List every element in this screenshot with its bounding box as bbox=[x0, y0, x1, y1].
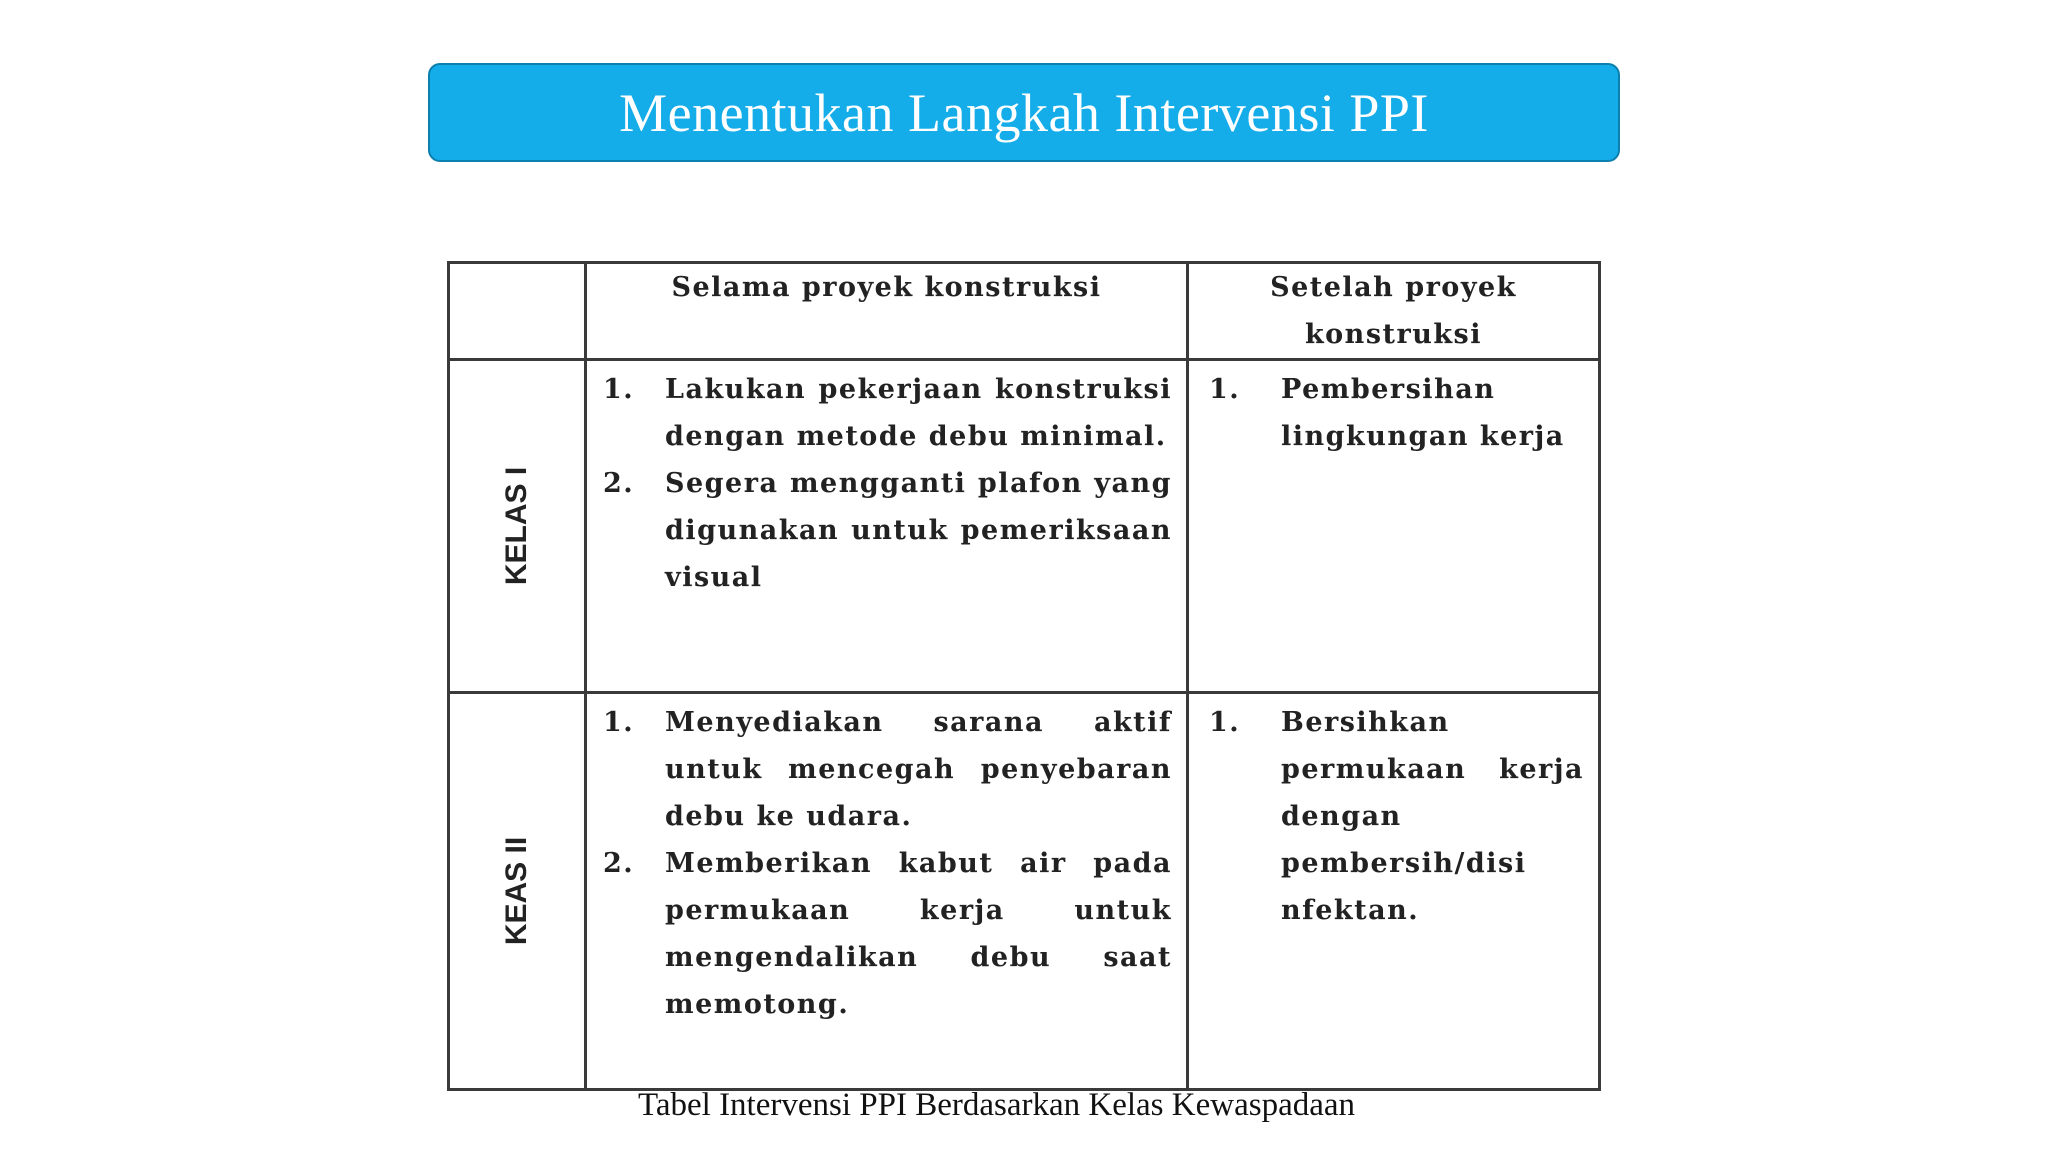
list-item bbox=[603, 366, 1172, 460]
header-after-line1: Setelah proyek bbox=[1270, 272, 1517, 303]
kelas-1-after-list bbox=[1189, 366, 1598, 460]
row-label-cell bbox=[449, 360, 586, 693]
header-during-label: Selama proyek konstruksi bbox=[671, 272, 1102, 303]
item-number: 1. bbox=[603, 707, 635, 738]
table-row-kelas-2 bbox=[449, 693, 1600, 1090]
table-row-kelas-1 bbox=[449, 360, 1600, 693]
list-item bbox=[1209, 366, 1584, 460]
intervention-table bbox=[447, 261, 1601, 1091]
kelas-2-after-cell bbox=[1188, 693, 1600, 1090]
intervention-table-image bbox=[447, 261, 1598, 1085]
item-text: Segera mengganti plafon yang digunakan untuk pemeriksaan visual bbox=[665, 468, 1172, 593]
list-item bbox=[603, 460, 1172, 601]
table-caption: Tabel Intervensi PPI Berdasarkan Kelas Kewaspadaan bbox=[638, 1087, 1356, 1123]
table-header-row bbox=[449, 263, 1600, 360]
item-number: 1. bbox=[1209, 707, 1241, 738]
list-item bbox=[603, 840, 1172, 1028]
header-during-construction bbox=[586, 263, 1188, 360]
row-label-cell bbox=[449, 693, 586, 1090]
row-label-kelas-2: KEAS II bbox=[500, 836, 533, 946]
kelas-2-during-list bbox=[587, 699, 1186, 1028]
item-number: 2. bbox=[603, 848, 635, 879]
item-text: Memberikan kabut air pada permukaan kerja untuk mengendalikan debu saat memotong. bbox=[665, 848, 1172, 1020]
item-number: 1. bbox=[603, 374, 635, 405]
item-text: Menyediakan sarana aktif untuk mencegah penyebaran debu ke udara. bbox=[665, 707, 1172, 832]
item-text: Pembersihan lingkungan kerja bbox=[1281, 374, 1565, 452]
row-label-kelas-1: KELAS I bbox=[500, 466, 533, 586]
item-number: 2. bbox=[603, 468, 635, 499]
kelas-1-during-cell bbox=[586, 360, 1188, 693]
item-text: Bersihkan permukaan kerja dengan pembersih/disi nfektan. bbox=[1281, 707, 1584, 926]
header-after-line2: konstruksi bbox=[1304, 319, 1483, 350]
header-after-construction bbox=[1188, 263, 1600, 360]
kelas-2-after-list bbox=[1189, 699, 1598, 934]
list-item bbox=[1209, 699, 1584, 934]
slide-title: Menentukan Langkah Intervensi PPI bbox=[619, 82, 1429, 143]
header-corner-cell bbox=[449, 263, 586, 360]
kelas-2-during-cell bbox=[586, 693, 1188, 1090]
item-number: 1. bbox=[1209, 374, 1241, 405]
title-banner bbox=[428, 63, 1620, 162]
list-item bbox=[603, 699, 1172, 840]
item-text: Lakukan pekerjaan konstruksi dengan metode debu minimal. bbox=[665, 374, 1172, 452]
kelas-1-during-list bbox=[587, 366, 1186, 601]
kelas-1-after-cell bbox=[1188, 360, 1600, 693]
